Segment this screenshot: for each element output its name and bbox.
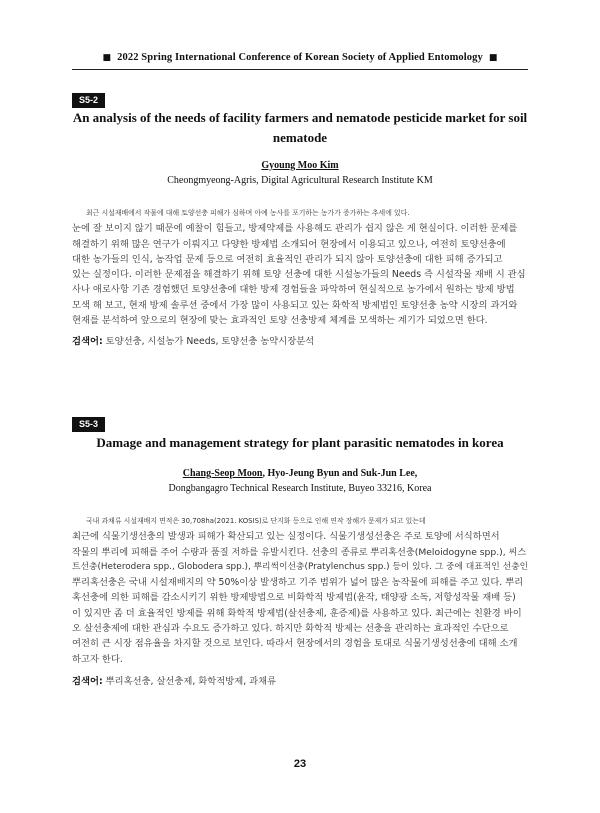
paper-title-line: Damage and management strategy for plant parasitic nematodes in korea: [96, 435, 504, 450]
abstract-line: 눈에 잘 보이지 않기 때문에 예찰이 힘들고, 방제약제를 사용해도 관리가 쉽지 않은 게 현실이다. 이러한 문제를: [72, 223, 518, 235]
square-bullet-icon: ■: [102, 53, 112, 63]
square-bullet-icon: ■: [488, 53, 498, 63]
keywords-text: 토양선충, 시설농가 Needs, 토양선충 농약시장분석: [105, 336, 315, 347]
paper-code-badge: S5-3: [72, 417, 105, 432]
keywords-label: 검색어:: [72, 676, 103, 687]
presenting-author: Chang-Seop Moon: [182, 468, 263, 479]
page-number: 23: [293, 758, 307, 770]
abstract-line: 대한 농가들의 인식, 농작업 문제 등으로 여전히 효율적인 관리가 되지 않아 토양선충에 대한 피해 증가되고: [72, 253, 503, 265]
abstract-line: 국내 과채류 시설재배지 면적은 30,708ha(2021. KOSIS)로 단지화 등으로 인해 연작 장해가 문제가 되고 있는데: [86, 517, 426, 525]
abstract-line: 있는 실정이다. 이러한 문제점을 해결하기 위해 토양 선충에 대한 시설농가들의 Needs 즉 시설작물 재배 시 관심: [72, 269, 526, 281]
abstract-line: 트선충(Heterodera spp., Globodera spp.), 뿌리썩이선충(Pratylenchus spp.) 등이 있다. 그 중에 대표적인 선충인: [72, 561, 529, 572]
abstract-line: 오 살선충제에 대한 관심과 수요도 증가하고 있다. 하지만 화학적 방제는 선충을 관리하는 효과적인 수단으로: [72, 623, 509, 635]
abstract-line: 작물의 뿌리에 피해를 주어 수량과 품질 저하를 유발시킨다. 선충의 종류로 뿌리혹선충(Meloidogyne spp.), 씨스: [72, 546, 527, 558]
keywords-text: 뿌리혹선충, 살선충제, 화학적방제, 과채류: [105, 676, 277, 687]
abstract-line: 최근 시설재배에서 작물에 대해 토양선충 피해가 심하며 아예 농사를 포기하는 농가가 증가하는 추세에 있다.: [86, 209, 410, 217]
paper-abstract: [72, 514, 528, 667]
paper-authors: [72, 160, 528, 171]
abstract-line: 하고자 한다.: [72, 653, 123, 665]
abstract-line: 현재를 분석하여 앞으로의 현장에 맞는 효과적인 토양 선충방제 체계를 모색하는 계기가 되었으면 한다.: [72, 315, 488, 327]
conference-title: 2022 Spring International Conference of Korean Society of Applied Entomology: [117, 52, 483, 63]
abstract-line: 최근에 식물기생선충의 발생과 피해가 확산되고 있는 실정이다. 식물기생성선충은 주로 토양에 서식하면서: [72, 531, 500, 543]
paper-keywords: [72, 333, 528, 347]
conference-header: [0, 52, 600, 63]
paper-code-badge: S5-2: [72, 93, 105, 108]
abstract-line: 모색 해 보고, 현재 방제 솔루션 중에서 가장 많이 사용되고 있는 화학적 방제법인 토양선충 농약 시장의 과거와: [72, 299, 518, 311]
abstract-line: 혹선충에 의한 피해를 감소시키기 위한 방제방법으로 비화학적 방제법(윤작, 태양광 소독, 저항성작물 재배 등): [72, 592, 516, 604]
paper-title: [72, 108, 528, 148]
abstract-line: 해결하기 위해 많은 연구가 이뤄지고 다양한 방제법 소개되어 현장에서 이용되고 있으나, 여전히 토양선충에: [72, 238, 506, 250]
header-divider: [72, 69, 528, 70]
paper-abstract: [72, 206, 528, 328]
keywords-label: 검색어:: [72, 336, 103, 347]
paper-title-line: nematode: [272, 130, 328, 145]
paper-authors: [72, 468, 528, 479]
abstract-line: 여전히 큰 시장 점유율을 차지할 것으로 보인다. 따라서 현장에서의 경험을 토대로 식물기생성선충에 대해 소개: [72, 638, 518, 650]
paper-keywords: [72, 673, 528, 687]
presenting-author: Gyoung Moo Kim: [261, 160, 339, 171]
paper-affiliation: Dongbangagro Technical Research Institute, Buyeo 33216, Korea: [168, 483, 432, 494]
abstract-line: 이 있지만 좀 더 효율적인 방제를 위해 화학적 방제법(살선충제, 훈증제)를 사용하고 있다. 최근에는 친환경 바이: [72, 607, 522, 619]
paper-title-line: An analysis of the needs of facility farmers and nematode pesticide market for soil: [72, 110, 528, 125]
paper-title: [72, 433, 528, 453]
co-authors: , Hyo-Jeung Byun and Suk-Jun Lee,: [262, 468, 418, 479]
abstract-line: 사나 애로사항 기존 경험했던 토양선충에 대한 방제 경험들을 파악하여 현실적으로 농가에서 원하는 방제 방법: [72, 284, 515, 296]
paper-affiliation: Cheongmyeong-Agris, Digital Agricultural Research Institute KM: [167, 175, 433, 186]
abstract-line: 뿌리혹선충은 국내 시설재배지의 약 50%이상 발생하고 기주 범위가 넓어 많은 농작물에 피해를 주고 있다. 뿌리: [72, 577, 524, 589]
